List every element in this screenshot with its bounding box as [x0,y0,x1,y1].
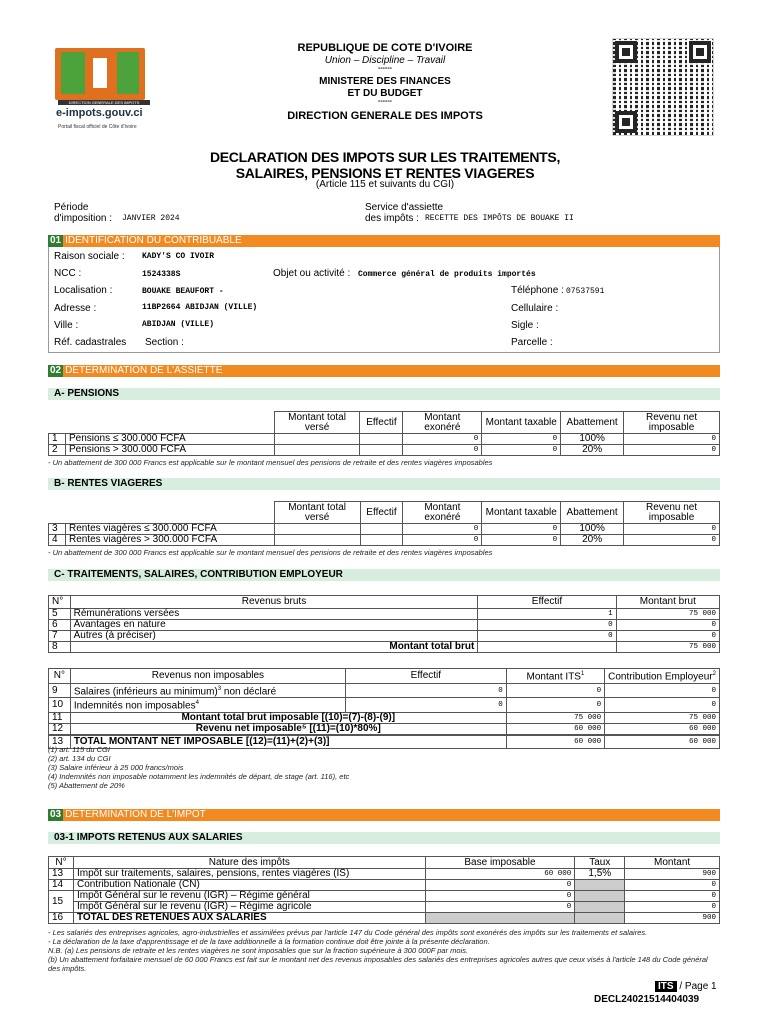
objet-label: Objet ou activité : [273,268,351,279]
cell-value: 20% [561,535,624,546]
cell-value: 75 000 [616,642,719,653]
col-header: Abattement [561,412,624,434]
logo-subtitle: DIRECTION GENERALE DES IMPOTS [58,100,150,105]
table-row [49,524,720,535]
row-number: 16 [49,913,74,924]
cell-value: 0 [478,631,616,642]
footnote: (3) Salaire inférieur à 25 000 francs/mois [48,763,184,772]
ville-label: Ville : [54,320,79,331]
hatched-cell [575,891,625,902]
cell-value: 0 [346,684,507,698]
telephone-label: Téléphone : [511,285,564,296]
cell-value: 900 [625,869,720,880]
col-header: N° [49,596,71,609]
row-label: Rentes viagères > 300.000 FCFA [65,535,274,546]
row-label: TOTAL DES RETENUES AUX SALARIES [73,913,425,924]
ministry-line2: ET DU BUDGET [347,88,423,99]
cell-value: 0 [506,684,604,698]
service-value: RECETTE DES IMPÔTS DE BOUAKE II [425,214,574,223]
row-label [70,698,345,712]
cell-value: 60 000 [506,735,604,749]
footnote-ref: 4 [195,700,199,707]
ncc-value: 1524338S [142,270,181,279]
table-row [49,620,720,631]
col-header: Montant total versé [274,412,360,434]
subsection-rentes: B- RENTES VIAGERES [48,478,720,490]
row-number: 15 [49,891,74,913]
direction-name: DIRECTION GENERALE DES IMPOTS [287,110,483,122]
rentes-table [48,501,720,546]
localisation-value: BOUAKE BEAUFORT - [142,287,224,296]
col-header: Taux [575,857,625,869]
table-row [49,891,720,902]
col-header: Abattement [561,502,624,524]
cell-value: 0 [403,535,482,546]
section-number: 01 [50,235,62,246]
cellulaire-label: Cellulaire : [511,303,559,314]
col-header: N° [49,669,71,684]
col-header: Montant taxable [482,412,561,434]
cell-value: 0 [624,445,720,456]
section-number: 03 [50,809,62,820]
row-number: 2 [49,445,66,456]
cell-value: 0 [625,891,720,902]
row-number: 1 [49,434,66,445]
its-badge: ITS [655,981,677,992]
table-row [49,735,720,749]
col-header: Effectif [346,669,507,684]
footnote-ref: 3 [217,686,222,692]
subsection-impots-retenus: 03-1 IMPOTS RETENUS AUX SALARIES [48,832,720,844]
cell-value: 0 [482,445,561,456]
hatched-cell [575,913,625,924]
cell-value: 0 [625,880,720,891]
revenus-bruts-table [48,595,720,653]
col-header: Montant exonéré [403,412,482,434]
table-row [49,445,720,456]
period-label: Période [54,202,89,213]
row-label: Rentes viagères ≤ 300.000 FCFA [65,524,274,535]
cell-value: 0 [403,524,482,535]
table-row [49,642,720,653]
row-number: 13 [49,869,74,880]
footnote: (4) Indemnités non imposable notamment les indemnités de départ, de stage (art. 116), etc [48,772,350,781]
impots-note: - La déclaration de la taxe d'apprentissage et de la taxe additionnelle à la formation continue doit être jointe à la présente déclaration. [48,937,490,946]
impots-note: N.B. (a) Les pensions de retraite et les rentes viagères ne sont imposables que sur la fraction supérieure à 300 000F par mois. [48,946,469,955]
section-title: DETERMINATION DE L'IMPÔT [65,809,206,820]
pensions-note: - Un abattement de 300 000 Francs est applicable sur le montant mensuel des pensions de retraite et des rentes viagères imposables [48,458,493,467]
row-label: Impôt sur traitements, salaires, pensions, rentes viagères (IS) [73,869,425,880]
footnote: (1) art. 115 du CGI [48,745,110,754]
cell-value: 0 [482,434,561,445]
ref-cadastrales-label: Réf. cadastrales [54,337,127,348]
col-header: Base imposable [425,857,575,869]
cell-value: 0 [403,434,482,445]
cell-value: 0 [625,902,720,913]
col-header: Montant brut [616,596,719,609]
section-03-header [48,809,720,821]
subsection-pensions: A- PENSIONS [48,388,720,400]
section-title: DETERMINATION DE L'ASSIETTE [65,365,223,376]
col-header: Contribution Employeur$^2$ [605,669,720,684]
separator: ------ [378,98,392,105]
separator: ------ [378,65,392,72]
cell-value: 0 [624,434,720,445]
table-row [49,723,720,735]
hatched-cell [575,880,625,891]
cell-value: 100% [561,434,624,445]
period-label2: d'imposition : [54,213,113,224]
cell-value: 0 [425,902,575,913]
col-header: Montant taxable [482,502,561,524]
row-number: 14 [49,880,74,891]
row-label: Pensions > 300.000 FCFA [65,445,274,456]
subsection-traitements: C- TRAITEMENTS, SALAIRES, CONTRIBUTION EMPLOYEUR [48,569,720,581]
footnote: (5) Abattement de 20% [48,781,125,790]
col-header-text: Montant ITS [526,671,581,683]
qr-code [612,38,714,136]
sigle-label: Sigle : [511,320,539,331]
cell-value: 75 000 [616,609,719,620]
cell-value: 20% [561,445,624,456]
cell-value: 75 000 [605,712,720,723]
cell-value: 0 [346,698,507,712]
col-header: Effectif [360,502,403,524]
row-number: 7 [49,631,71,642]
revenus-non-imposables-table [48,668,720,749]
cell-value: 900 [625,913,720,924]
label-text: Salaires (inférieurs au minimum) [73,686,218,698]
row-label: Montant total brut imposable [(10)=(7)-(8)-(9)] [70,712,506,723]
row-label: Montant total brut [70,642,478,653]
dgi-logo [52,46,152,138]
cell-value: 0 [403,445,482,456]
table-row [49,869,720,880]
cell-value: 75 000 [506,712,604,723]
cell-value: 0 [506,698,604,712]
page-indicator [655,981,725,992]
impots-note: - Les salariés des entreprises agricoles, agro-industrielles et assimilées prévus par l'article 147 du Code général des impôts sont exonérés des impôts sur les traitements et salaires. [48,929,648,937]
cell-value: 0 [482,524,561,535]
telephone-value: 07537591 [566,287,605,296]
impots-note: (b) Un abattement forfaitaire mensuel de 60 000 Francs est fait sur le montant net des revenus imposables des salariés des entreprises agricoles autres que ceux visés à l'article 148 du Code général des impôts. [48,955,708,973]
impots-table [48,856,720,924]
cell-value: 0 [425,880,575,891]
row-label: Pensions ≤ 300.000 FCFA [65,434,274,445]
section-number: 02 [50,365,62,376]
table-row [49,535,720,546]
col-header: Montant [625,857,720,869]
page-number: / Page 1 [679,981,717,992]
row-label: Impôt Général sur le revenu (IGR) – Régime agricole [73,902,425,913]
hatched-cell [575,902,625,913]
label-text: non déclaré [221,686,277,698]
row-number: 11 [49,712,71,723]
cell-value: 1,5% [575,869,625,880]
ncc-label: NCC : [54,268,82,279]
cell-value: 0 [616,620,719,631]
row-number: 13 [49,735,71,749]
col-header: N° [49,857,74,869]
section-title: IDENTIFICATION DU CONTRIBUABLE [65,235,242,246]
table-row [49,684,720,698]
row-label: Impôt Général sur le revenu (IGR) – Régime général [73,891,425,902]
col-header: Revenu net imposable [624,502,720,524]
motto: Union – Discipline – Travail [324,55,446,66]
row-number: 6 [49,620,71,631]
cell-value: 60 000 [506,723,604,735]
doc-title-ref: (Article 115 et suivants du CGI) [315,179,455,190]
col-header: Revenus bruts [70,596,478,609]
table-row [49,880,720,891]
doc-title-line2: SALAIRES, PENSIONS ET RENTES VIAGERES [235,165,535,181]
cell-value: 0 [605,684,720,698]
adresse-label: Adresse : [54,303,97,314]
service-label: Service d'assiette [365,202,444,213]
adresse-value: 11BP2664 ABIDJAN (VILLE) [142,303,258,312]
row-label: Autres (à préciser) [70,631,478,642]
row-label: Contribution Nationale (CN) [73,880,425,891]
cell-value: 60 000 [425,869,575,880]
col-header: Effectif [478,596,616,609]
parcelle-label: Parcelle : [511,337,553,348]
raison-sociale-value: KADY'S CO IVOIR [142,252,215,261]
doc-title-line1: DECLARATION DES IMPOTS SUR LES TRAITEMENTS, [209,149,561,165]
cell-value: 60 000 [605,735,720,749]
cell-value: 60 000 [605,723,720,735]
col-header: Effectif [360,412,403,434]
rentes-note: - Un abattement de 300 000 Francs est applicable sur le montant mensuel des pensions de retraite et des rentes viagères imposables [48,548,493,557]
table-row [49,631,720,642]
section-label: Section : [145,337,184,348]
logo-url: e-impots.gouv.ci [56,107,143,119]
table-row [49,609,720,620]
row-number: 9 [49,684,71,698]
table-row [49,712,720,723]
declaration-ref: DECL24021514404039 [594,994,700,1005]
cell-value: 0 [425,891,575,902]
col-header: Montant ITS$^1$ [506,669,604,684]
cell-value: 0 [624,524,720,535]
row-label [70,684,345,698]
row-label: Revenu net imposable⁵ [(11)=(10)*80%] [70,723,506,735]
cell-value: 0 [616,631,719,642]
ville-value: ABIDJAN (VILLE) [142,320,215,329]
row-number: 12 [49,723,71,735]
table-row [49,698,720,712]
col-header-text: Contribution Employeur [608,671,713,683]
row-number: 10 [49,698,71,712]
period-value: JANVIER 2024 [122,214,180,223]
row-label: TOTAL MONTANT NET IMPOSABLE [(12)=(11)+(2)+(3)] [70,735,506,749]
cell-value: 1 [478,609,616,620]
hatched-cell [425,913,575,924]
col-header: Nature des impôts [73,857,425,869]
section-02-header [48,365,720,377]
raison-sociale-label: Raison sociale : [54,251,125,262]
pensions-table [48,411,720,456]
col-header: Montant total versé [274,502,360,524]
row-label: Rémunérations versées [70,609,478,620]
table-row [49,902,720,913]
section-01-header [48,235,720,247]
localisation-label: Localisation : [54,285,113,296]
objet-value: Commerce général de produits importés [358,270,536,279]
col-header: Revenus non imposables [70,669,345,684]
col-header: Montant exonéré [403,502,482,524]
label-text: Indemnités non imposables [73,700,196,712]
country-name: REPUBLIQUE DE COTE D'IVOIRE [297,42,473,54]
cell-value: 100% [561,524,624,535]
dgi-logo-mark [55,48,145,100]
service-label2: des impôts : [365,213,419,224]
row-number: 4 [49,535,66,546]
table-row [49,434,720,445]
row-label: Avantages en nature [70,620,478,631]
cell-value: 0 [478,620,616,631]
row-number: 8 [49,642,71,653]
logo-tagline: Portail fiscal officiel de Côte d'Ivoire [58,124,137,130]
ministry-line1: MINISTERE DES FINANCES [319,76,451,87]
cell-value: 0 [605,698,720,712]
col-header: Revenu net imposable [624,412,720,434]
cell-value: 0 [482,535,561,546]
row-number: 3 [49,524,66,535]
table-row [49,913,720,924]
row-number: 5 [49,609,71,620]
footnote: (2) art. 134 du CGI [48,754,111,763]
cell-value: 0 [624,535,720,546]
